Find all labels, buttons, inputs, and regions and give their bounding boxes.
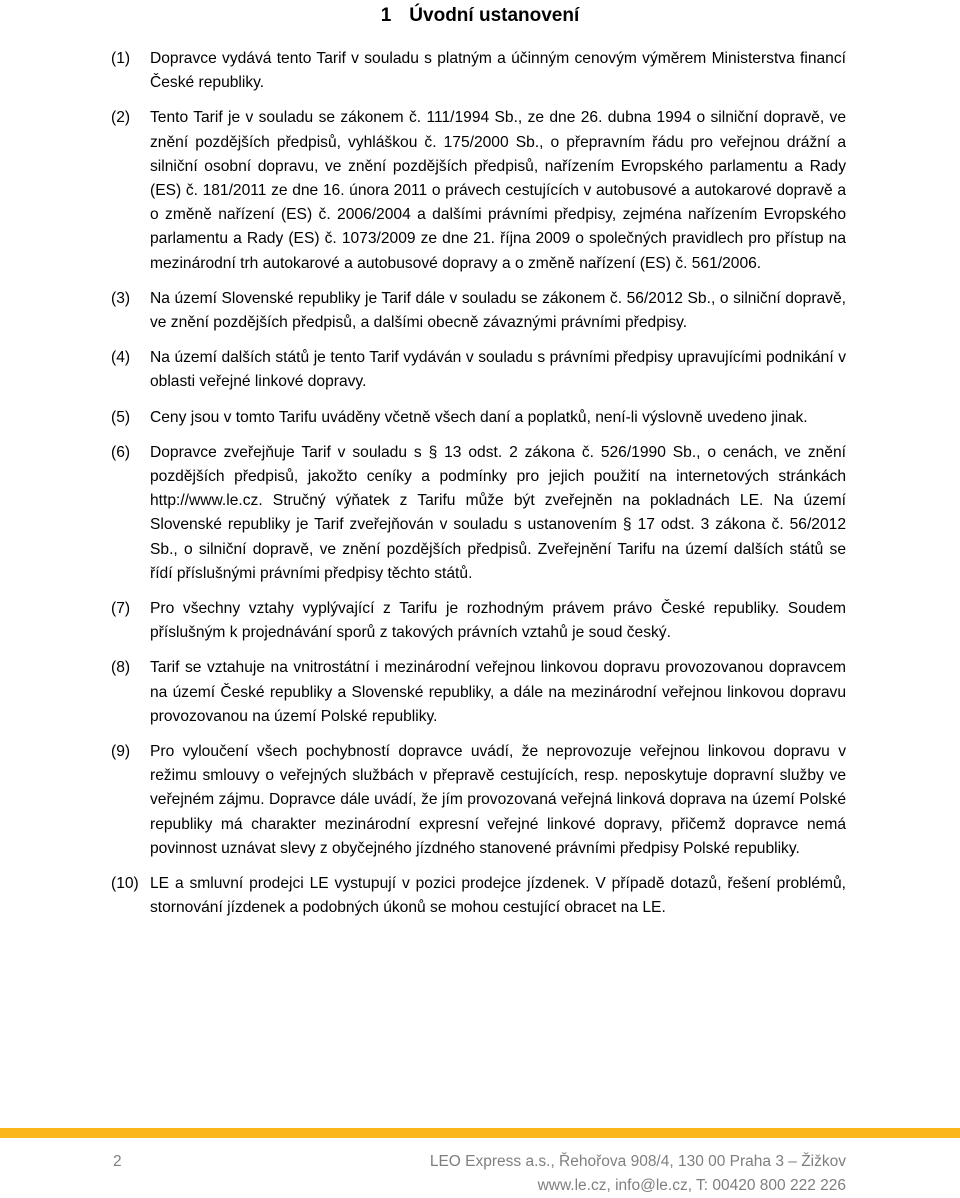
section-marker: (1): [111, 50, 131, 67]
section-text: Ceny jsou v tomto Tarifu uváděny včetně všech daní a poplatků, není-li výslovně uvedeno jinak.: [150, 408, 808, 426]
section-item: [111, 406, 846, 430]
section-text: Na území dalších států je tento Tarif vydáván v souladu s právními předpisy upravujícími podnikání v oblasti veřejné linkové dopravy.: [150, 349, 846, 391]
section-item: [111, 597, 846, 645]
section-text: Dopravce zveřejňuje Tarif v souladu s § 13 odst. 2 zákona č. 526/1990 Sb., o cenách, ve znění pozdějších předpisů, jakožto ceníky a podmínky pro jejich použití na internetových stránkách http://www.le.cz. Stručný výňatek z Tarifu může být zveřejněn na pokladnách LE. Na území Slovenské republiky je Tarif zveřejňován v souladu s ustanovením § 17 odst. 3 zákona č. 56/2012 Sb., o silniční dopravě, ve znění pozdějších předpisů. Zveřejnění Tarifu na území dalších států se řídí příslušnými právními předpisy těchto států.: [150, 443, 846, 582]
section-marker: (5): [111, 408, 131, 426]
page-number: 2: [113, 1153, 122, 1170]
section-text: Na území Slovenské republiky je Tarif dále v souladu se zákonem č. 56/2012 Sb., o silniční dopravě, ve znění pozdějších předpisů, a dalšími obecně závaznými právními předpisy.: [150, 289, 846, 332]
footer-address: LEO Express a.s., Řehořova 908/4, 130 00 Praha 3 – Žižkov: [429, 1153, 846, 1170]
section-item: [111, 106, 846, 275]
footer-company-info: [430, 1150, 846, 1198]
section-text: Pro vyloučení všech pochybností dopravce uvádí, že neprovozuje veřejnou linkovou dopravu v režimu smlouvy o veřejných službách v přepravě cestujících, resp. neposkytuje dopravní služby ve veřejném zájmu. Dopravce dále uvádí, že jím provozovaná veřejná linková doprava na území Polské republiky má charakter mezinárodní expresní veřejné linkové dopravy, přičemž dopravce nemá povinnost uznávat slevy z obyčejného jízdného stanovené právními předpisy Polské republiky.: [150, 743, 846, 857]
section-item: [111, 47, 846, 95]
footer-contact: www.le.cz, info@le.cz, T: 00420 800 222 226: [537, 1177, 846, 1194]
section-marker: (4): [111, 349, 131, 367]
chapter-number: 1: [380, 5, 392, 26]
section-list: [111, 47, 846, 932]
page-title: [0, 4, 960, 28]
section-marker: (3): [111, 289, 131, 307]
section-marker: (8): [111, 659, 131, 677]
section-text: Pro všechny vztahy vyplývající z Tarifu je rozhodným právem právo České republiky. Soudem příslušným k projednávání sporů z takových právních vztahů je soud český.: [150, 600, 846, 642]
section-text: Tento Tarif je v souladu se zákonem č. 111/1994 Sb., ze dne 26. dubna 1994 o silniční dopravě, ve znění pozdějších předpisů, vyhláškou č. 175/2000 Sb., o přepravním řádu pro veřejnou drážní a silniční osobní dopravu, ve znění pozdějších předpisů, nařízením Evropského parlamentu a Rady (ES) č. 181/2011 ze dne 16. února 2011 o právech cestujících v autobusové a autokarové dopravě a o změně nařízení (ES) č. 2006/2004 a dalšími právními předpisy, zejména nařízením Evropského parlamentu a Rady (ES) č. 1073/2009 ze dne 21. října 2009 o společných pravidlech pro přístup na mezinárodní trh autokarové a autobusové dopravy a o změně nařízení (ES) č. 561/2006.: [150, 109, 846, 272]
section-marker: (6): [111, 443, 131, 461]
section-marker: (10): [111, 875, 139, 893]
footer-accent-rule: [0, 1128, 960, 1138]
section-marker: (7): [111, 600, 131, 618]
section-marker: (9): [111, 743, 131, 761]
section-item: [111, 441, 846, 586]
section-item: [111, 740, 846, 861]
section-marker: (2): [111, 109, 131, 127]
section-text: LE a smluvní prodejci LE vystupují v pozici prodejce jízdenek. V případě dotazů, řešení problémů, stornování jízdenek a podobných úkonů se mohou cestující obracet na LE.: [150, 875, 846, 917]
section-text: Tarif se vztahuje na vnitrostátní i mezinárodní veřejnou linkovou dopravu provozovanou dopravcem na území České republiky a Slovenské republiky, a dále na mezinárodní veřejnou linkovou dopravu provozovanou na území Polské republiky.: [150, 659, 846, 725]
section-item: [111, 656, 846, 729]
section-item: [111, 287, 846, 335]
section-item: [111, 872, 846, 920]
section-text: Dopravce vydává tento Tarif v souladu s platným a účinným cenovým výměrem Ministerstva financí České republiky.: [150, 50, 846, 92]
chapter-title: Úvodní ustanovení: [409, 5, 580, 26]
section-item: [111, 346, 846, 394]
